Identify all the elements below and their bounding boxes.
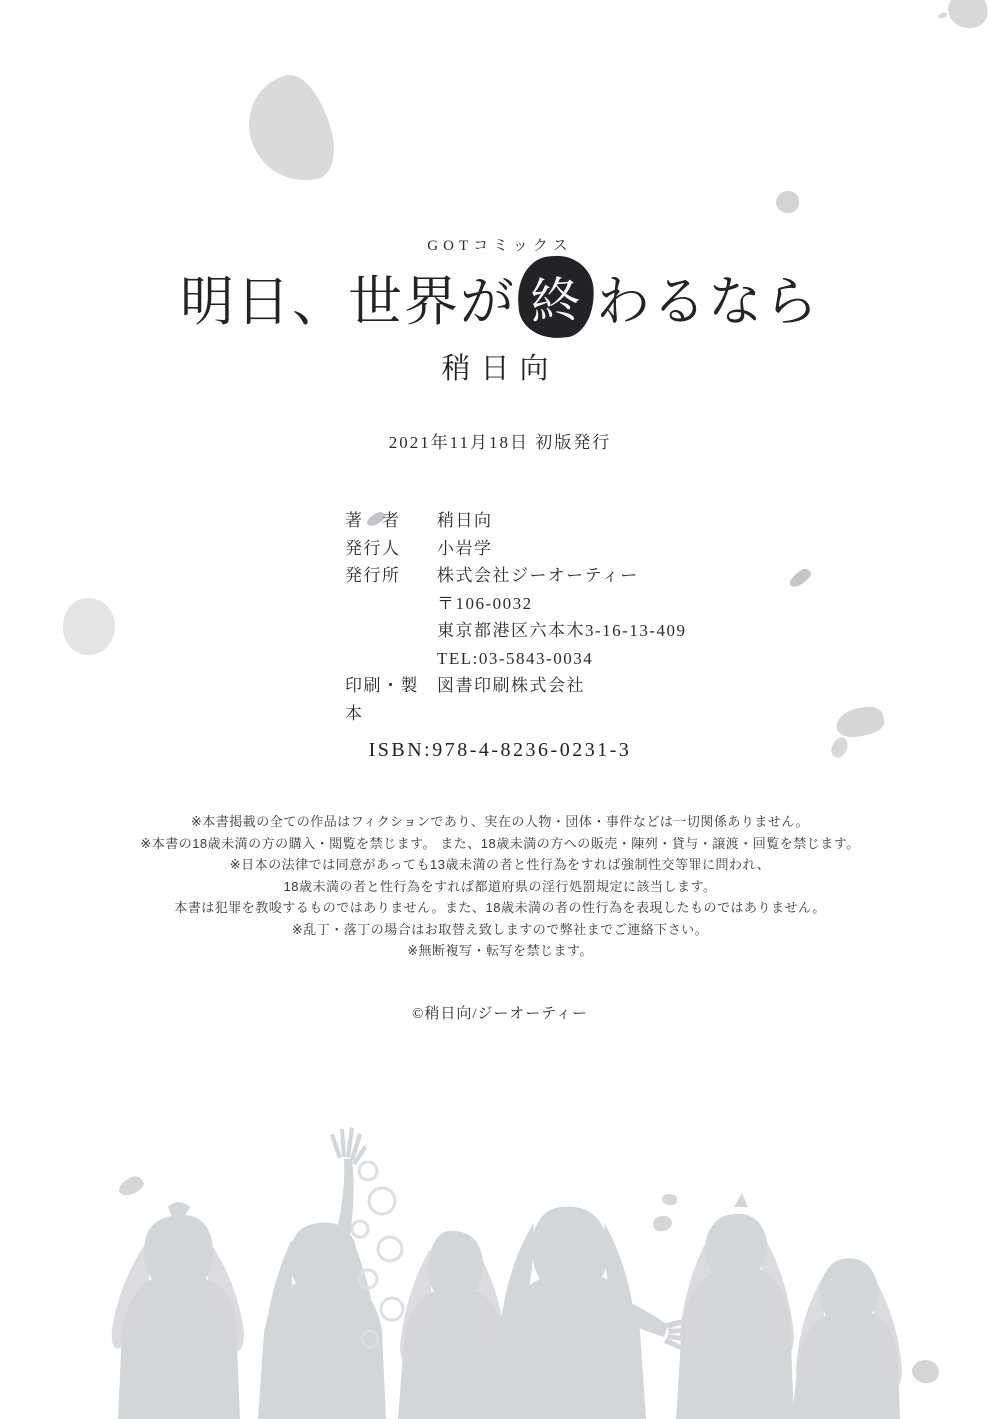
- book-title-pre: 明日、世界が: [180, 271, 516, 332]
- author-name: 稍日向: [441, 353, 559, 385]
- credit-row-postal-code: [345, 590, 686, 618]
- bride-silhouette-1: [112, 1202, 244, 1419]
- bride-silhouettes-illustration: [0, 1119, 1000, 1419]
- legal-notices: [0, 811, 1000, 962]
- credit-row-address: [345, 617, 686, 645]
- petal-decoration: [238, 68, 342, 192]
- credit-value: TEL:03-5843-0034: [437, 648, 594, 668]
- credit-row-printer: [345, 672, 686, 727]
- credit-label: 著 者: [345, 511, 401, 530]
- notice-line: ※本書の18歳未満の方の購入・閲覧を禁じます。 また、18歳未満の方への販売・陳列・貸与・譲渡・回覧を禁じます。: [140, 835, 860, 851]
- book-title: [0, 256, 1000, 338]
- edition-date: 2021年11月18日 初版発行: [388, 433, 612, 452]
- credit-value: 株式会社ジーオーティー: [437, 566, 639, 585]
- title-ink-blob: 終: [515, 253, 597, 340]
- petal-decoration: [787, 567, 814, 590]
- bride-silhouette-5: [676, 1193, 794, 1419]
- credit-label: [345, 590, 437, 618]
- copyright-line: ©稍日向/ジーオーティー: [411, 1006, 589, 1022]
- credit-row-author: [345, 507, 686, 535]
- notice-line: ※無断複写・転写を禁じます。: [407, 943, 593, 958]
- bride-silhouette-3: [398, 1231, 506, 1419]
- bride-silhouette-4: [492, 1207, 696, 1419]
- bride-silhouette-6: [792, 1258, 902, 1419]
- credit-value: 〒106-0032: [437, 593, 533, 613]
- bride-silhouette-2: [258, 1127, 386, 1419]
- book-title-post: わるなら: [596, 271, 820, 332]
- credit-label: 印刷・製本: [345, 676, 419, 723]
- notice-line: 18歳未満の者と性行為をすれば都道府県の淫行処罰規定に該当します。: [283, 878, 717, 894]
- credit-label: [345, 617, 437, 645]
- credit-row-telephone: [345, 645, 686, 673]
- notice-line: 本書は犯罪を教唆するものではありません。また、18歳未満の者の性行為を表現したものではありません。: [174, 900, 826, 915]
- petal-decoration: [776, 191, 799, 213]
- credit-value: 稍日向: [437, 511, 493, 530]
- credit-value: 図書印刷株式会社: [437, 676, 585, 695]
- petal-decoration: [945, 0, 992, 32]
- credit-value: 東京都港区六本木3-16-13-409: [437, 621, 687, 640]
- notice-line: ※日本の法律では同意があっても13歳未満の者と性行為をすれば強制性交等罪に問われ、: [229, 857, 771, 872]
- credit-label: 発行人: [345, 538, 401, 558]
- series-label: GOTコミックス: [427, 238, 573, 254]
- credit-value: 小岩学: [437, 538, 493, 558]
- notice-line: ※本書掲載の全ての作品はフィクションであり、実在の人物・団体・事件などは一切関係ありません。: [190, 814, 810, 829]
- petal-decoration: [63, 598, 115, 655]
- notice-line: ※乱丁・落丁の場合はお取替え致しますので弊社までご連絡下さい。: [291, 921, 709, 937]
- credits-block: [345, 507, 686, 727]
- credit-label: [345, 645, 437, 673]
- credit-row-publisher-person: [345, 535, 686, 563]
- credit-label: 発行所: [345, 566, 401, 585]
- petal-decoration: [834, 704, 886, 740]
- petal-decoration: [937, 12, 947, 20]
- credit-row-publisher: [345, 562, 686, 590]
- isbn-number: ISBN:978-4-8236-0231-3: [368, 739, 632, 761]
